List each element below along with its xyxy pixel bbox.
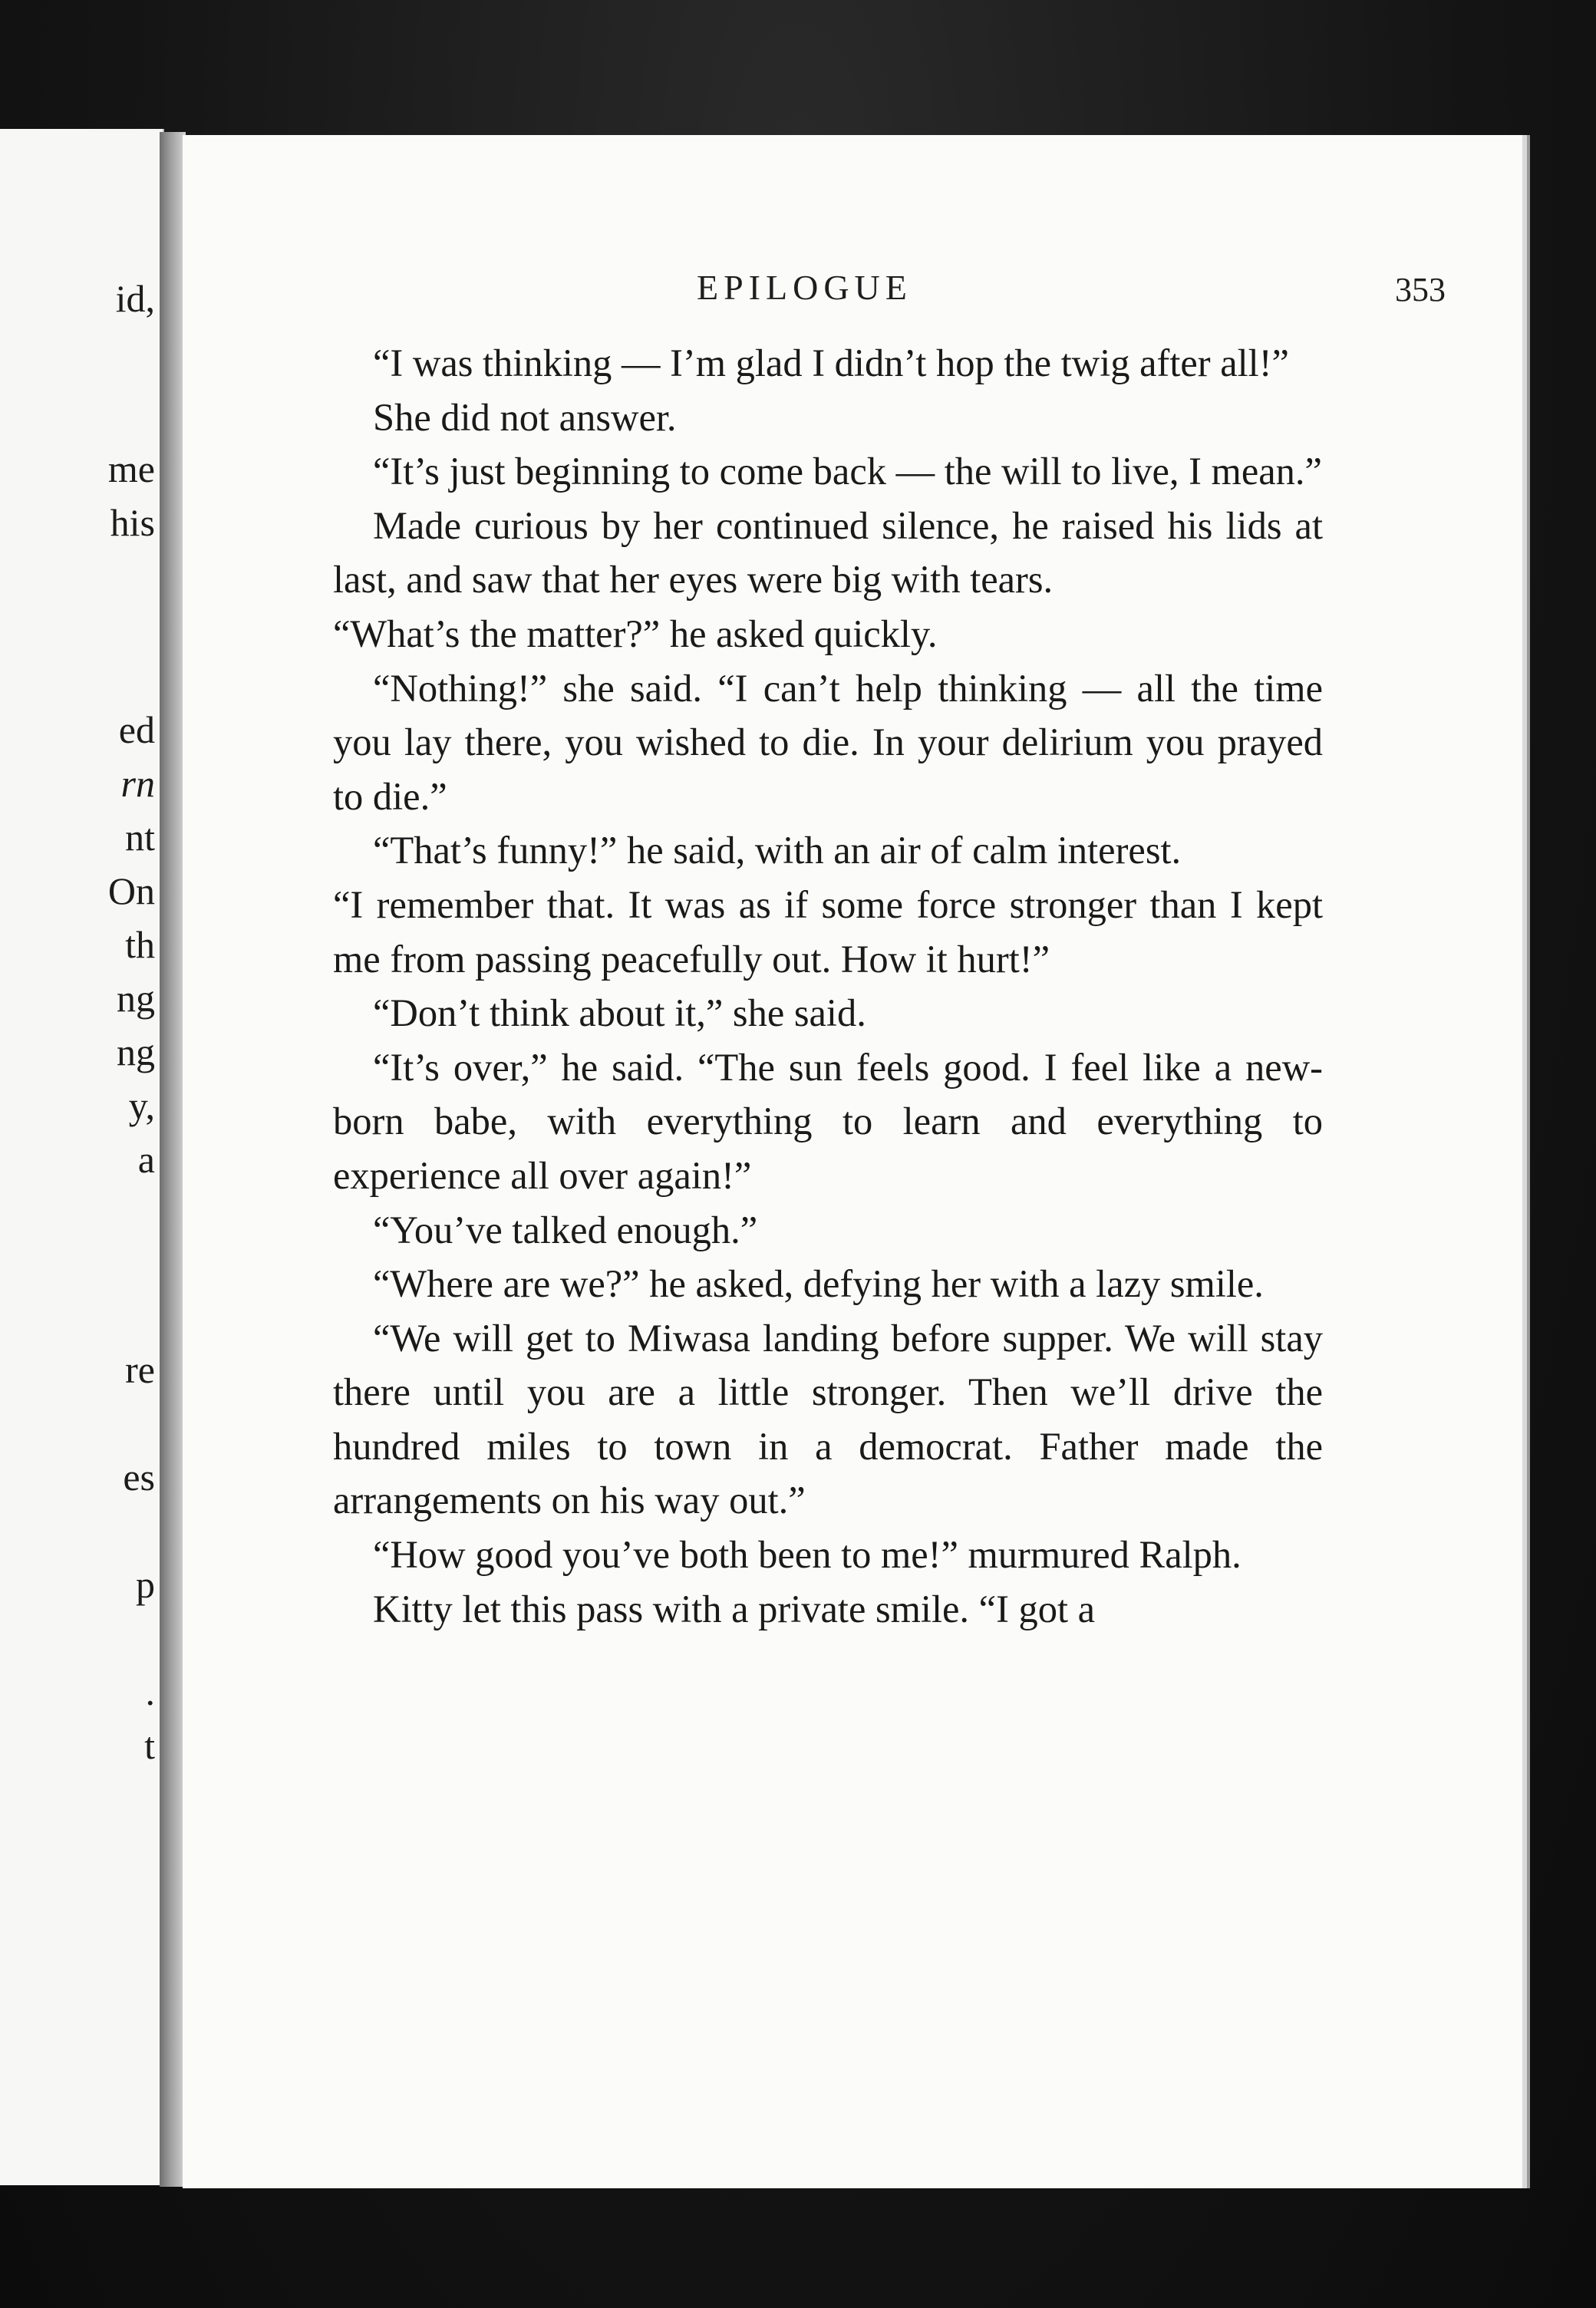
- page-number: 353: [1395, 271, 1446, 308]
- left-page-text-fragment: ed: [118, 708, 155, 751]
- body-text: [333, 336, 1323, 1636]
- paragraph: “I remember that. It was as if some force stronger than I kept me from passing peacefully out. How it hurt!”: [333, 882, 1323, 981]
- paragraph: “Nothing!” she said. “I can’t help thinking — all the time you lay there, you wished to die. In your delirium you prayed to die.”: [333, 666, 1323, 818]
- left-page-text-fragment: ng: [117, 1030, 155, 1073]
- paragraph: “How good you’ve both been to me!” murmured Ralph.: [373, 1533, 1242, 1577]
- paragraph: Kitty let this pass with a private smile. “I got a: [373, 1587, 1096, 1630]
- paragraph: “What’s the matter?” he asked quickly.: [333, 612, 938, 655]
- paragraph: “You’ve talked enough.”: [373, 1208, 758, 1251]
- paragraph: “Where are we?” he asked, defying her with a lazy smile.: [373, 1262, 1264, 1306]
- left-page-text-fragment: me: [107, 447, 155, 490]
- book-gutter: [160, 132, 186, 2187]
- paragraph: “Don’t think about it,” she said.: [373, 991, 866, 1035]
- left-page-text-fragment: re: [125, 1348, 155, 1391]
- left-page-text-fragment: nt: [125, 816, 155, 859]
- paragraph: “It’s just beginning to come back — the will to live, I mean.”: [373, 450, 1322, 493]
- previous-page: [0, 129, 164, 2185]
- paragraph: “We will get to Miwasa landing before supper. We will stay there until you are a little stronger. Then we’ll drive the hundred miles to town in a democrat. Father made the arrangements on his way out.”: [333, 1316, 1323, 1522]
- left-page-text-fragment: id,: [115, 277, 155, 320]
- left-page-text-fragment: his: [110, 501, 155, 544]
- paragraph: Made curious by her continued silence, he raised his lids at last, and saw that her eyes were big with tears.: [333, 503, 1323, 602]
- left-page-text-fragment: On: [107, 869, 155, 912]
- book-page: [183, 135, 1522, 2188]
- left-page-text-fragment: t: [144, 1724, 155, 1767]
- paragraph: “That’s funny!” he said, with an air of calm interest.: [373, 829, 1182, 872]
- left-page-text-fragment: ng: [117, 977, 155, 1020]
- left-page-text-fragment: .: [145, 1670, 155, 1713]
- left-page-text-fragment: y,: [128, 1084, 155, 1127]
- left-page-text-fragment: rn: [120, 762, 155, 805]
- left-page-text-fragment: a: [137, 1138, 155, 1181]
- left-page-text-fragment: p: [136, 1563, 155, 1606]
- paragraph: “I was thinking — I’m glad I didn’t hop the twig after all!”: [373, 341, 1289, 384]
- running-head: EPILOGUE: [697, 268, 912, 307]
- page-header: [183, 267, 1522, 316]
- left-page-text-fragment: th: [125, 923, 155, 966]
- paragraph: “It’s over,” he said. “The sun feels good. I feel like a new-born babe, with everything to learn and everything to experience all over again!”: [333, 1045, 1323, 1197]
- left-page-text-fragment: es: [123, 1456, 155, 1499]
- paragraph: She did not answer.: [373, 395, 677, 439]
